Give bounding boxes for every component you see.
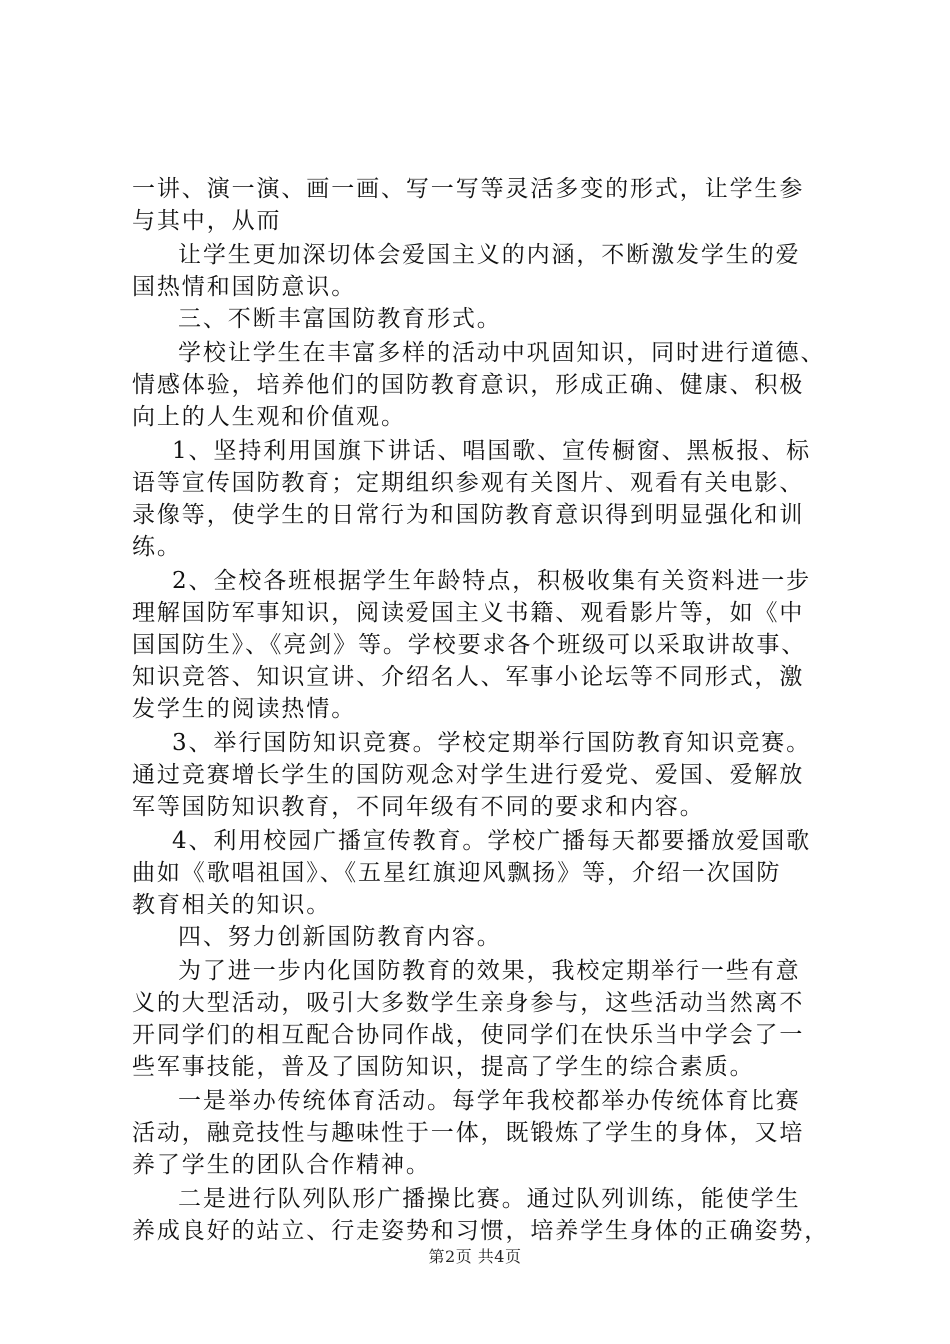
body-text-line: 曲如《歌唱祖国》、《五星红旗迎风飘扬》等，介绍一次国防 (132, 860, 782, 886)
body-text-line: 为了进一步内化国防教育的效果，我校定期举行一些有意 (178, 958, 801, 984)
body-text-line: 学校让学生在丰富多样的活动中巩固知识，同时进行道德、 (178, 340, 826, 366)
body-text-line: 义的大型活动，吸引大多数学生亲身参与，这些活动当然离不 (132, 990, 805, 1016)
body-text-line: 让学生更加深切体会爱国主义的内涵，不断激发学生的爱 (178, 242, 801, 268)
body-text-line: 养成良好的站立、行走姿势和习惯，培养学生身体的正确姿势， (132, 1218, 830, 1244)
body-text-line: 开同学们的相互配合协同作战，使同学们在快乐当中学会了一 (132, 1022, 805, 1048)
body-text-line: 向上的人生观和价值观。 (132, 404, 406, 430)
body-text-line: 活动，融竞技性与趣味性于一体，既锻炼了学生的身体，又培 (132, 1120, 805, 1146)
body-text-line: 知识竞答、知识宣讲、介绍名人、军事小论坛等不同形式，激 (132, 664, 805, 690)
section-heading: 三、不断丰富国防教育形式。 (178, 306, 502, 332)
body-text-line: 2、全校各班根据学生年龄特点，积极收集有关资料进一步 (172, 568, 812, 594)
page-number-footer: 第2页 共4页 (428, 1247, 522, 1266)
body-text-line: 录像等，使学生的日常行为和国防教育意识得到明显强化和训 (132, 502, 805, 528)
body-text-line: 3、举行国防知识竞赛。学校定期举行国防教育知识竞赛。 (172, 730, 812, 756)
body-text-line: 教育相关的知识。 (132, 892, 332, 918)
body-text-line: 4、利用校园广播宣传教育。学校广播每天都要播放爱国歌 (172, 828, 812, 854)
body-text-line: 理解国防军事知识，阅读爱国主义书籍、观看影片等，如《中 (132, 600, 805, 626)
body-text-line: 一讲、演一演、画一画、写一写等灵活多变的形式，让学生参 (132, 176, 805, 202)
body-text-line: 养了学生的团队合作精神。 (132, 1152, 431, 1178)
body-text-line: 国热情和国防意识。 (132, 274, 357, 300)
body-text-line: 1、坚持利用国旗下讲话、唱国歌、宣传橱窗、黑板报、标 (172, 438, 812, 464)
body-text-line: 与其中，从而 (132, 208, 282, 234)
body-text-line: 语等宣传国防教育；定期组织参观有关图片、观看有关电影、 (132, 470, 805, 496)
body-text-line: 一是举办传统体育活动。每学年我校都举办传统体育比赛 (178, 1088, 801, 1114)
body-text-line: 二是进行队列队形广播操比赛。通过队列训练，能使学生 (178, 1186, 801, 1212)
body-text-line: 军等国防知识教育，不同年级有不同的要求和内容。 (132, 794, 705, 820)
body-text-line: 练。 (132, 534, 182, 560)
section-heading: 四、努力创新国防教育内容。 (178, 924, 502, 950)
body-text-line: 国国防生》、《亮剑》等。学校要求各个班级可以采取讲故事、 (132, 632, 807, 658)
body-text-line: 情感体验，培养他们的国防教育意识，形成正确、健康、积极 (132, 372, 805, 398)
body-text-line: 通过竞赛增长学生的国防观念对学生进行爱党、爱国、爱解放 (132, 762, 805, 788)
body-text-line: 些军事技能，普及了国防知识，提高了学生的综合素质。 (132, 1054, 755, 1080)
body-text-line: 发学生的阅读热情。 (132, 696, 357, 722)
